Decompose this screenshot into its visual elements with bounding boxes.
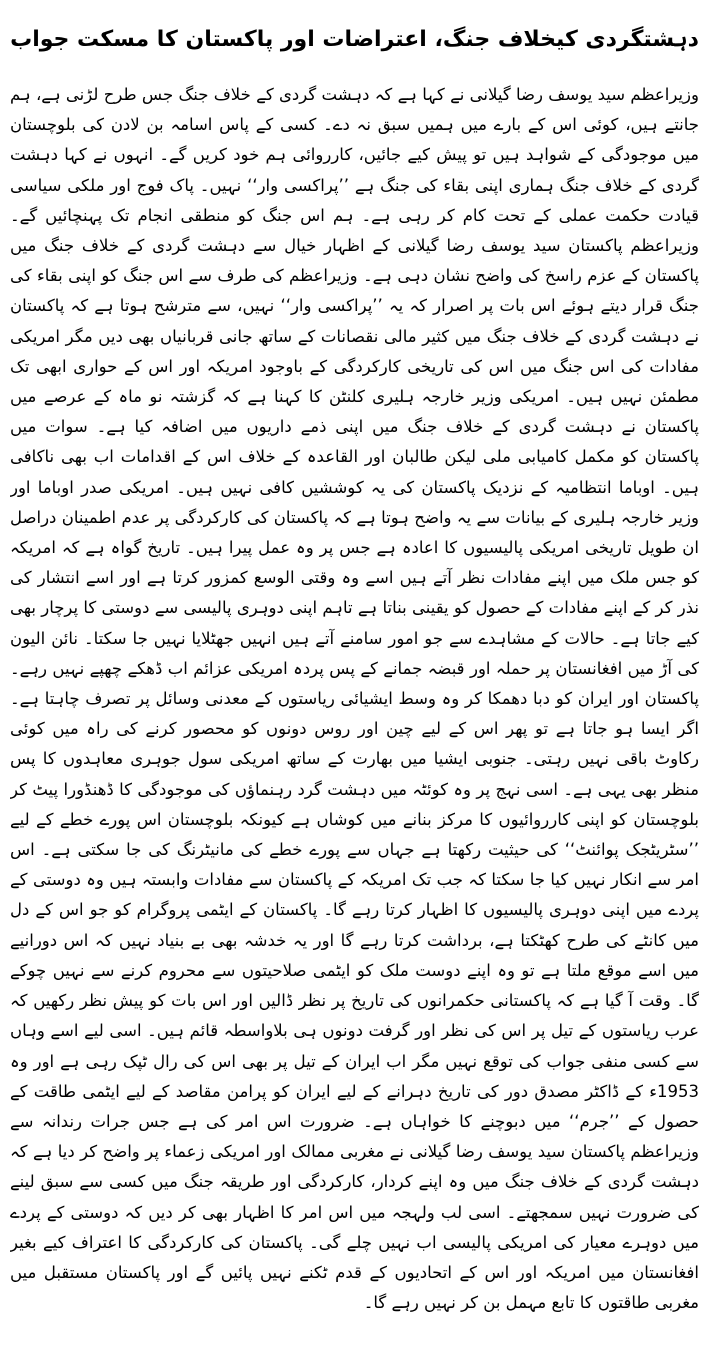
article-headline: دہشتگردی کیخلاف جنگ، اعتراضات اور پاکستان کا مسکت جواب — [10, 27, 699, 52]
article-body: وزیراعظم سید یوسف رضا گیلانی نے کہا ہے کہ دہشت گردی کے خلاف جنگ جس طرح لڑنی ہے، ہم جانتے ہیں، کوئی اس کے بارے میں ہمیں سبق نہ دے۔ کسی کے پاس اسامہ بن لادن کی بلوچستان میں موجودگی کے شواہد ہیں تو پیش کیے جائیں، کارروائی ہم خود کریں گے۔ انہوں نے کہا دہشت گردی کے خلاف جنگ ہماری اپنی بقاء کی جنگ ہے ’’پراکسی وار‘‘ نہیں۔ پاک فوج اور ملکی سیاسی قیادت حکمت عملی کے تحت کام کر رہی ہے۔ ہم اس جنگ کو منطقی انجام تک پہنچائیں گے۔ وزیراعظم پاکستان سید یوسف رضا گیلانی کے اظہار خیال سے دہشت گردی کے خلاف جنگ میں پاکستان کے عزم راسخ کی واضح نشان دہی ہے۔ وزیراعظم کی طرف سے اس جنگ کو اپنی بقاء کی جنگ قرار دیتے ہوئے اس بات پر اصرار کہ یہ ’’پراکسی وار‘‘ نہیں، سے مترشح ہوتا ہے کہ پاکستان نے دہشت گردی کے خلاف جنگ میں کثیر مالی نقصانات کے ساتھ جانی قربانیاں بھی دیں مگر امریکی مفادات کی اس جنگ میں اس کی تاریخی کارکردگی کے باوجود امریکہ اور اس کے حواری ابھی تک مطمئن نہیں ہیں۔ امریکی وزیر خارجہ ہلیری کلنٹن کا کہنا ہے کہ گزشتہ نو ماہ کے عرصے میں پاکستان نے دہشت گردی کے خلاف جنگ میں اپنی ذمے داریوں میں اضافہ کیا ہے۔ سوات میں پاکستان کو مکمل کامیابی ملی لیکن طالبان اور القاعدہ کے خلاف اس کے اقدامات اب بھی ناکافی ہیں۔ اوباما انتظامیہ کے نزدیک پاکستان کی یہ کوششیں کافی نہیں ہیں۔ امریکی صدر اوباما اور وزیر خارجہ ہلیری کے بیانات سے یہ واضح ہوتا ہے کہ پاکستان کی کارکردگی پر عدم اطمینان دراصل ان طویل تاریخی امریکی پالیسیوں کا اعادہ ہے جس پر وہ عمل پیرا ہیں۔ تاریخ گواہ ہے کہ امریکہ کو جس ملک میں اپنے مفادات نظر آتے ہیں اسے وہ وقتی الوسع کمزور کرتا ہے اور اسے انتشار کی نذر کر کے اپنے مفادات کے حصول کو یقینی بناتا ہے تاہم اپنی دوہری پالیسی سے دوستی کا پرچار بھی کیے جاتا ہے۔ حالات کے مشاہدے سے جو امور سامنے آتے ہیں انہیں جھٹلایا نہیں جا سکتا۔ نائن الیون کی آڑ میں افغانستان پر حملہ اور قبضہ جمانے کے پس پردہ امریکی عزائم اب ڈھکے چھپے نہیں رہے۔ پاکستان اور ایران کو دبا دھمکا کر وہ وسط ایشیائی ریاستوں کے معدنی وسائل پر تصرف چاہتا ہے۔ اگر ایسا ہو جاتا ہے تو پھر اس کے لیے چین اور روس دونوں کو محصور کرنے کی راہ میں کوئی رکاوٹ باقی نہیں رہتی۔ جنوبی ایشیا میں بھارت کے ساتھ امریکی سول جوہری معاہدوں کا پس منظر بھی یہی ہے۔ اسی نہج پر وہ کوئٹہ میں دہشت گرد رہنماؤں کی موجودگی کا ڈھنڈورا پیٹ کر بلوچستان کو اپنی کارروائیوں کا مرکز بنانے میں کوشاں ہے کیونکہ بلوچستان اس پورے خطے کے لیے ’’سٹریٹجک پوائنٹ‘‘ کی حیثیت رکھتا ہے جہاں سے پورے خطے کی مانیٹرنگ کی جا سکتی ہے۔ اس امر سے انکار نہیں کیا جا سکتا کہ جب تک امریکہ کے پاکستان سے مفادات وابستہ ہیں وہ دوستی کے پردے میں اپنی دوہری پالیسیوں کا اظہار کرتا رہے گا۔ پاکستان کے ایٹمی پروگرام کو جو اس کے دل میں کانٹے کی طرح کھٹکتا ہے، برداشت کرتا رہے گا اور یہ خدشہ بھی بے بنیاد نہیں کہ اس دورانیے میں اسے موقع ملتا ہے تو وہ اپنے دوست ملک کو ایٹمی صلاحیتوں سے محروم کرنے سے نہیں چوکے گا۔ وقت آ گیا ہے کہ پاکستانی حکمرانوں کی تاریخ پر نظر ڈالیں اور اس بات کو پیش نظر رکھیں کہ عرب ریاستوں کے تیل پر اس کی نظر اور گرفت دونوں ہی بلاواسطہ قائم ہیں۔ اسی لیے اسے وہاں سے کسی منفی جواب کی توقع نہیں مگر اب ایران کے تیل پر بھی اس کی رال ٹپک رہی ہے اور وہ 1953ء کے ڈاکٹر مصدق دور کی تاریخ دہرانے کے لیے ایران کو پرامن مقاصد کے لیے ایٹمی طاقت کے حصول کے ’’جرم‘‘ میں دبوچنے کا خواہاں ہے۔ ضرورت اس امر کی ہے جس جرات رندانہ سے وزیراعظم پاکستان سید یوسف رضا گیلانی نے مغربی ممالک اور امریکی زعماء پر واضح کر دیا ہے کہ دہشت گردی کے خلاف جنگ میں وہ اپنے کردار، کارکردگی اور طریقہ جنگ میں کسی سے سبق لینے کی ضرورت نہیں سمجھتے۔ اسی لب ولہجہ میں اس امر کا اظہار بھی کر دیں کہ دوستی کے پردے میں دوہرے معیار کی امریکی پالیسی اب نہیں چلے گی۔ پاکستان کی کارکردگی کا اعتراف کیے بغیر افغانستان میں امریکہ اور اس کے اتحادیوں کے قدم ٹکنے نہیں پائیں گے اور پاکستان مستقبل میں مغربی طاقتوں کا تابع مہمل بن کر نہیں رہے گا۔ — [10, 85, 699, 1313]
